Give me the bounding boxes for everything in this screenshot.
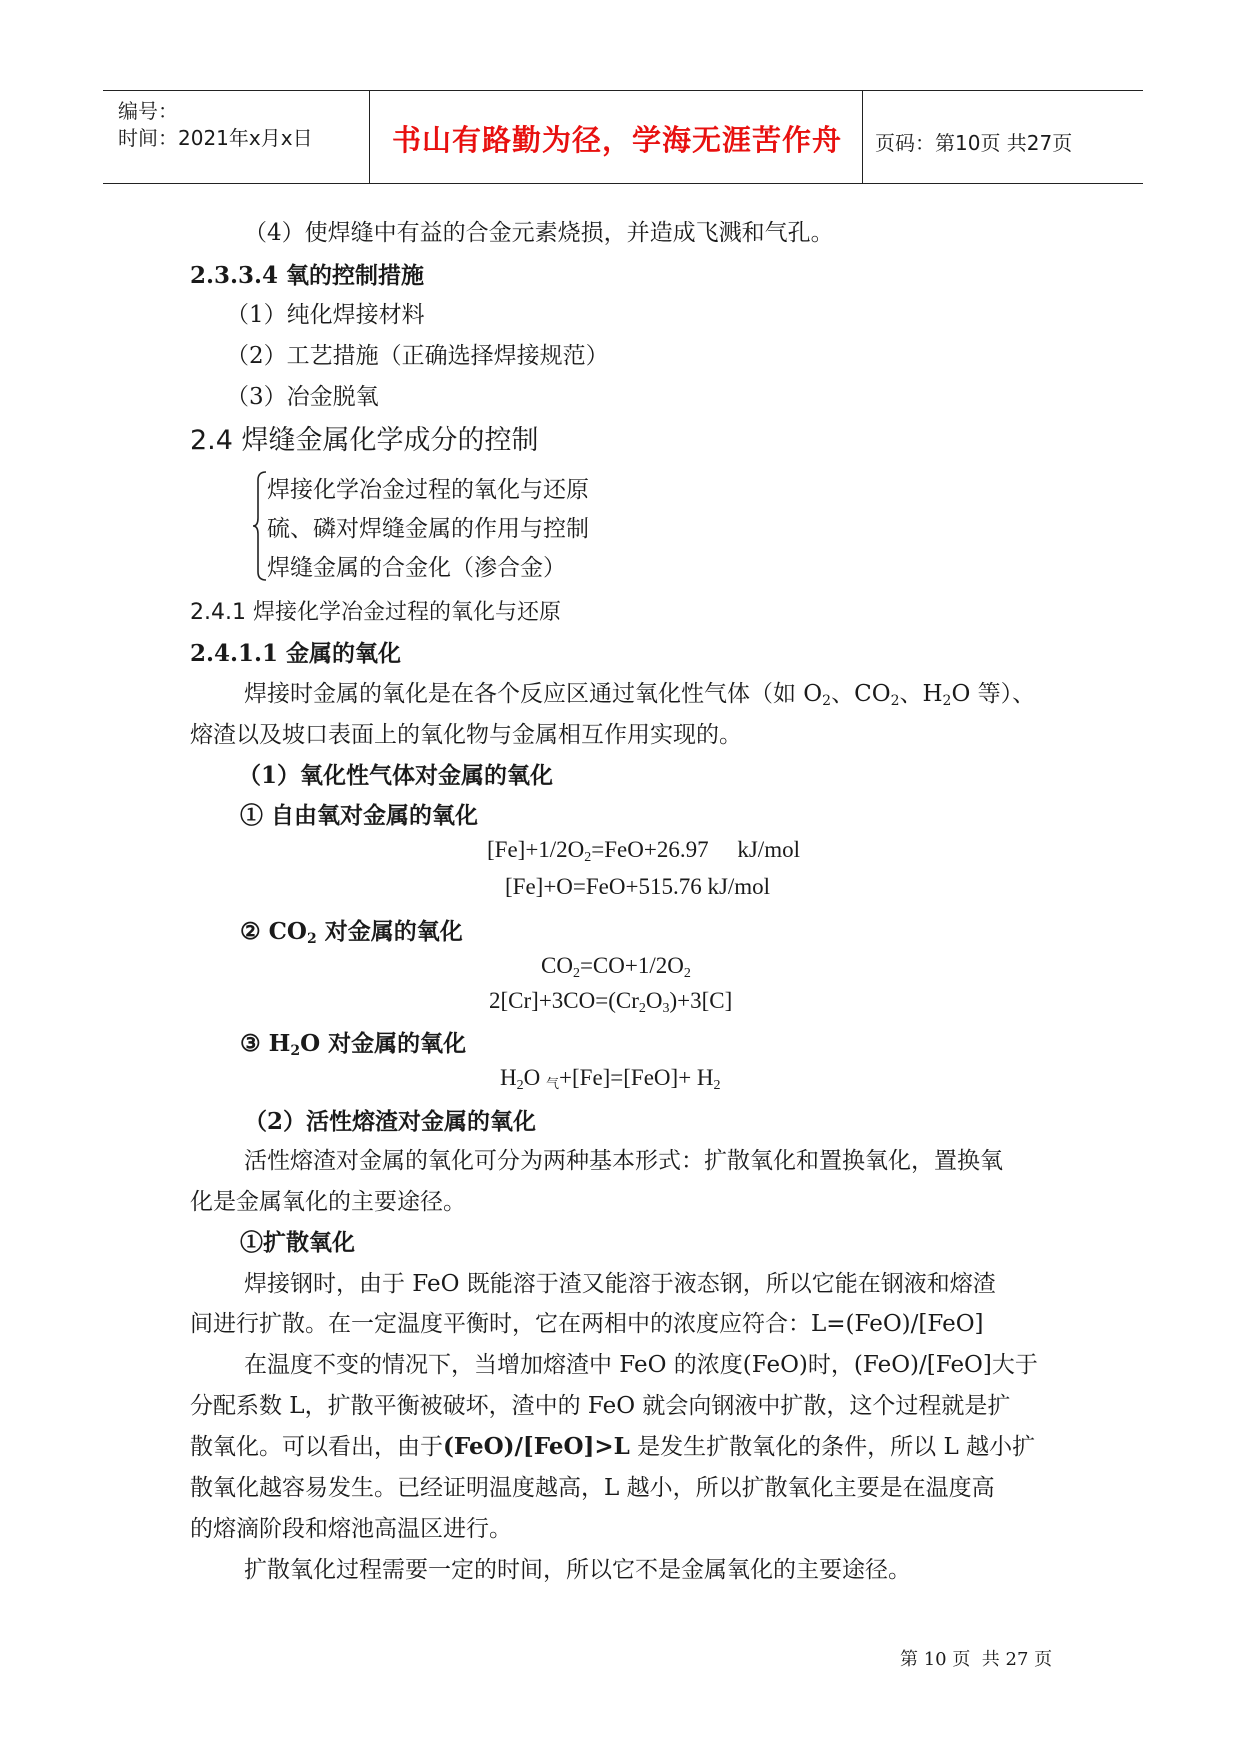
header-divider-left bbox=[369, 90, 370, 183]
footer-page-number: 第 10 页 共 27 页 bbox=[900, 1649, 1053, 1670]
heading-2-4: 2.4 焊缝金属化学成分的控制 bbox=[190, 425, 539, 456]
heading-2-4-1: 2.4.1 焊接化学冶金过程的氧化与还原 bbox=[190, 600, 561, 625]
brace-symbol bbox=[252, 470, 268, 582]
brace-item-1: 焊接化学冶金过程的氧化与还原 bbox=[267, 477, 589, 503]
brace-item-2: 硫、磷对焊缝金属的作用与控制 bbox=[267, 516, 589, 542]
paragraph-item-4: （4）使焊缝中有益的合金元素烧损，并造成飞溅和气孔。 bbox=[244, 220, 834, 246]
paragraph-diffusion-line-2: 间进行扩散。在一定温度平衡时，它在两相中的浓度应符合：L=(FeO)/[FeO] bbox=[190, 1311, 984, 1337]
paragraph-temperature-line-3: 散氧化。可以看出，由于(FeO)/[FeO]>L 是发生扩散氧化的条件，所以 L 越小扩 bbox=[190, 1433, 1036, 1460]
paragraph-slag-line-2: 化是金属氧化的主要途径。 bbox=[190, 1189, 466, 1215]
paragraph-temperature-line-4: 散氧化越容易发生。已经证明温度越高，L 越小，所以扩散氧化主要是在温度高 bbox=[190, 1475, 995, 1501]
list-item-measure-3: （3）冶金脱氧 bbox=[226, 384, 379, 410]
header-time-label: 时间：2021年x月x日 bbox=[118, 126, 313, 150]
paragraph-temperature-line-5: 的熔滴阶段和熔池高温区进行。 bbox=[190, 1516, 512, 1542]
equation-5: $H_2O$ 气$+[Fe]=[FeO]+ H_2$ bbox=[500, 1065, 721, 1093]
heading-diffusion-oxidation: ①扩散氧化 bbox=[240, 1229, 355, 1256]
heading-slag-oxidation: （2）活性熔渣对金属的氧化 bbox=[244, 1108, 537, 1135]
equation-1: $[Fe]+1/2O_2=FeO+26.97$ kJ/mol bbox=[487, 837, 800, 865]
brace-item-3: 焊缝金属的合金化（渗合金） bbox=[267, 555, 566, 581]
header-page-label: 页码：第10页 共27页 bbox=[875, 131, 1073, 155]
paragraph-diffusion-line-1: 焊接钢时，由于 FeO 既能溶于渣又能溶于液态钢，所以它能在钢液和熔渣 bbox=[244, 1271, 996, 1297]
paragraph-temperature-line-1: 在温度不变的情况下，当增加熔渣中 FeO 的浓度(FeO)时，(FeO)/[FeO]大于 bbox=[244, 1352, 1038, 1378]
header-top-rule bbox=[103, 90, 1143, 91]
header-serial-label: 编号： bbox=[118, 99, 178, 123]
equation-3: $CO_2=CO+1/2O_2$ bbox=[541, 953, 691, 981]
header-bottom-rule bbox=[103, 183, 1143, 184]
heading-free-oxygen: ① 自由氧对金属的氧化 bbox=[240, 802, 479, 829]
heading-gas-oxidation: （1）氧化性气体对金属的氧化 bbox=[238, 762, 554, 789]
paragraph-intro-line-1: 焊接时金属的氧化是在各个反应区通过氧化性气体（如 $O_2$、$CO_2$、$H_2O$ 等）、 bbox=[244, 681, 1036, 709]
heading-2-3-3-4: 2.3.3.4 氧的控制措施 bbox=[190, 262, 425, 289]
header-motto: 书山有路勤为径，学海无涯苦作舟 bbox=[392, 123, 843, 157]
list-item-measure-2: （2）工艺措施（正确选择焊接规范） bbox=[226, 343, 609, 369]
paragraph-temperature-line-2: 分配系数 L，扩散平衡被破坏，渣中的 FeO 就会向钢液中扩散，这个过程就是扩 bbox=[190, 1393, 1011, 1419]
equation-2: [Fe]+O=FeO+515.76 kJ/mol bbox=[505, 874, 771, 899]
list-item-measure-1: （1）纯化焊接材料 bbox=[226, 302, 425, 328]
heading-2-4-1-1: 2.4.1.1 金属的氧化 bbox=[190, 640, 402, 667]
paragraph-intro-line-2: 熔渣以及坡口表面上的氧化物与金属相互作用实现的。 bbox=[190, 722, 742, 748]
paragraph-last: 扩散氧化过程需要一定的时间，所以它不是金属氧化的主要途径。 bbox=[244, 1557, 911, 1583]
heading-h2o-oxidation: ③ $H_2O$ 对金属的氧化 bbox=[240, 1030, 467, 1059]
paragraph-slag-line-1: 活性熔渣对金属的氧化可分为两种基本形式：扩散氧化和置换氧化，置换氧 bbox=[244, 1148, 1003, 1174]
equation-4: $2[Cr]+3CO=(Cr_2O_3)+3[C]$ bbox=[489, 988, 733, 1016]
header-divider-right bbox=[862, 90, 863, 183]
heading-co2-oxidation: ② $CO_2$ 对金属的氧化 bbox=[240, 918, 463, 947]
